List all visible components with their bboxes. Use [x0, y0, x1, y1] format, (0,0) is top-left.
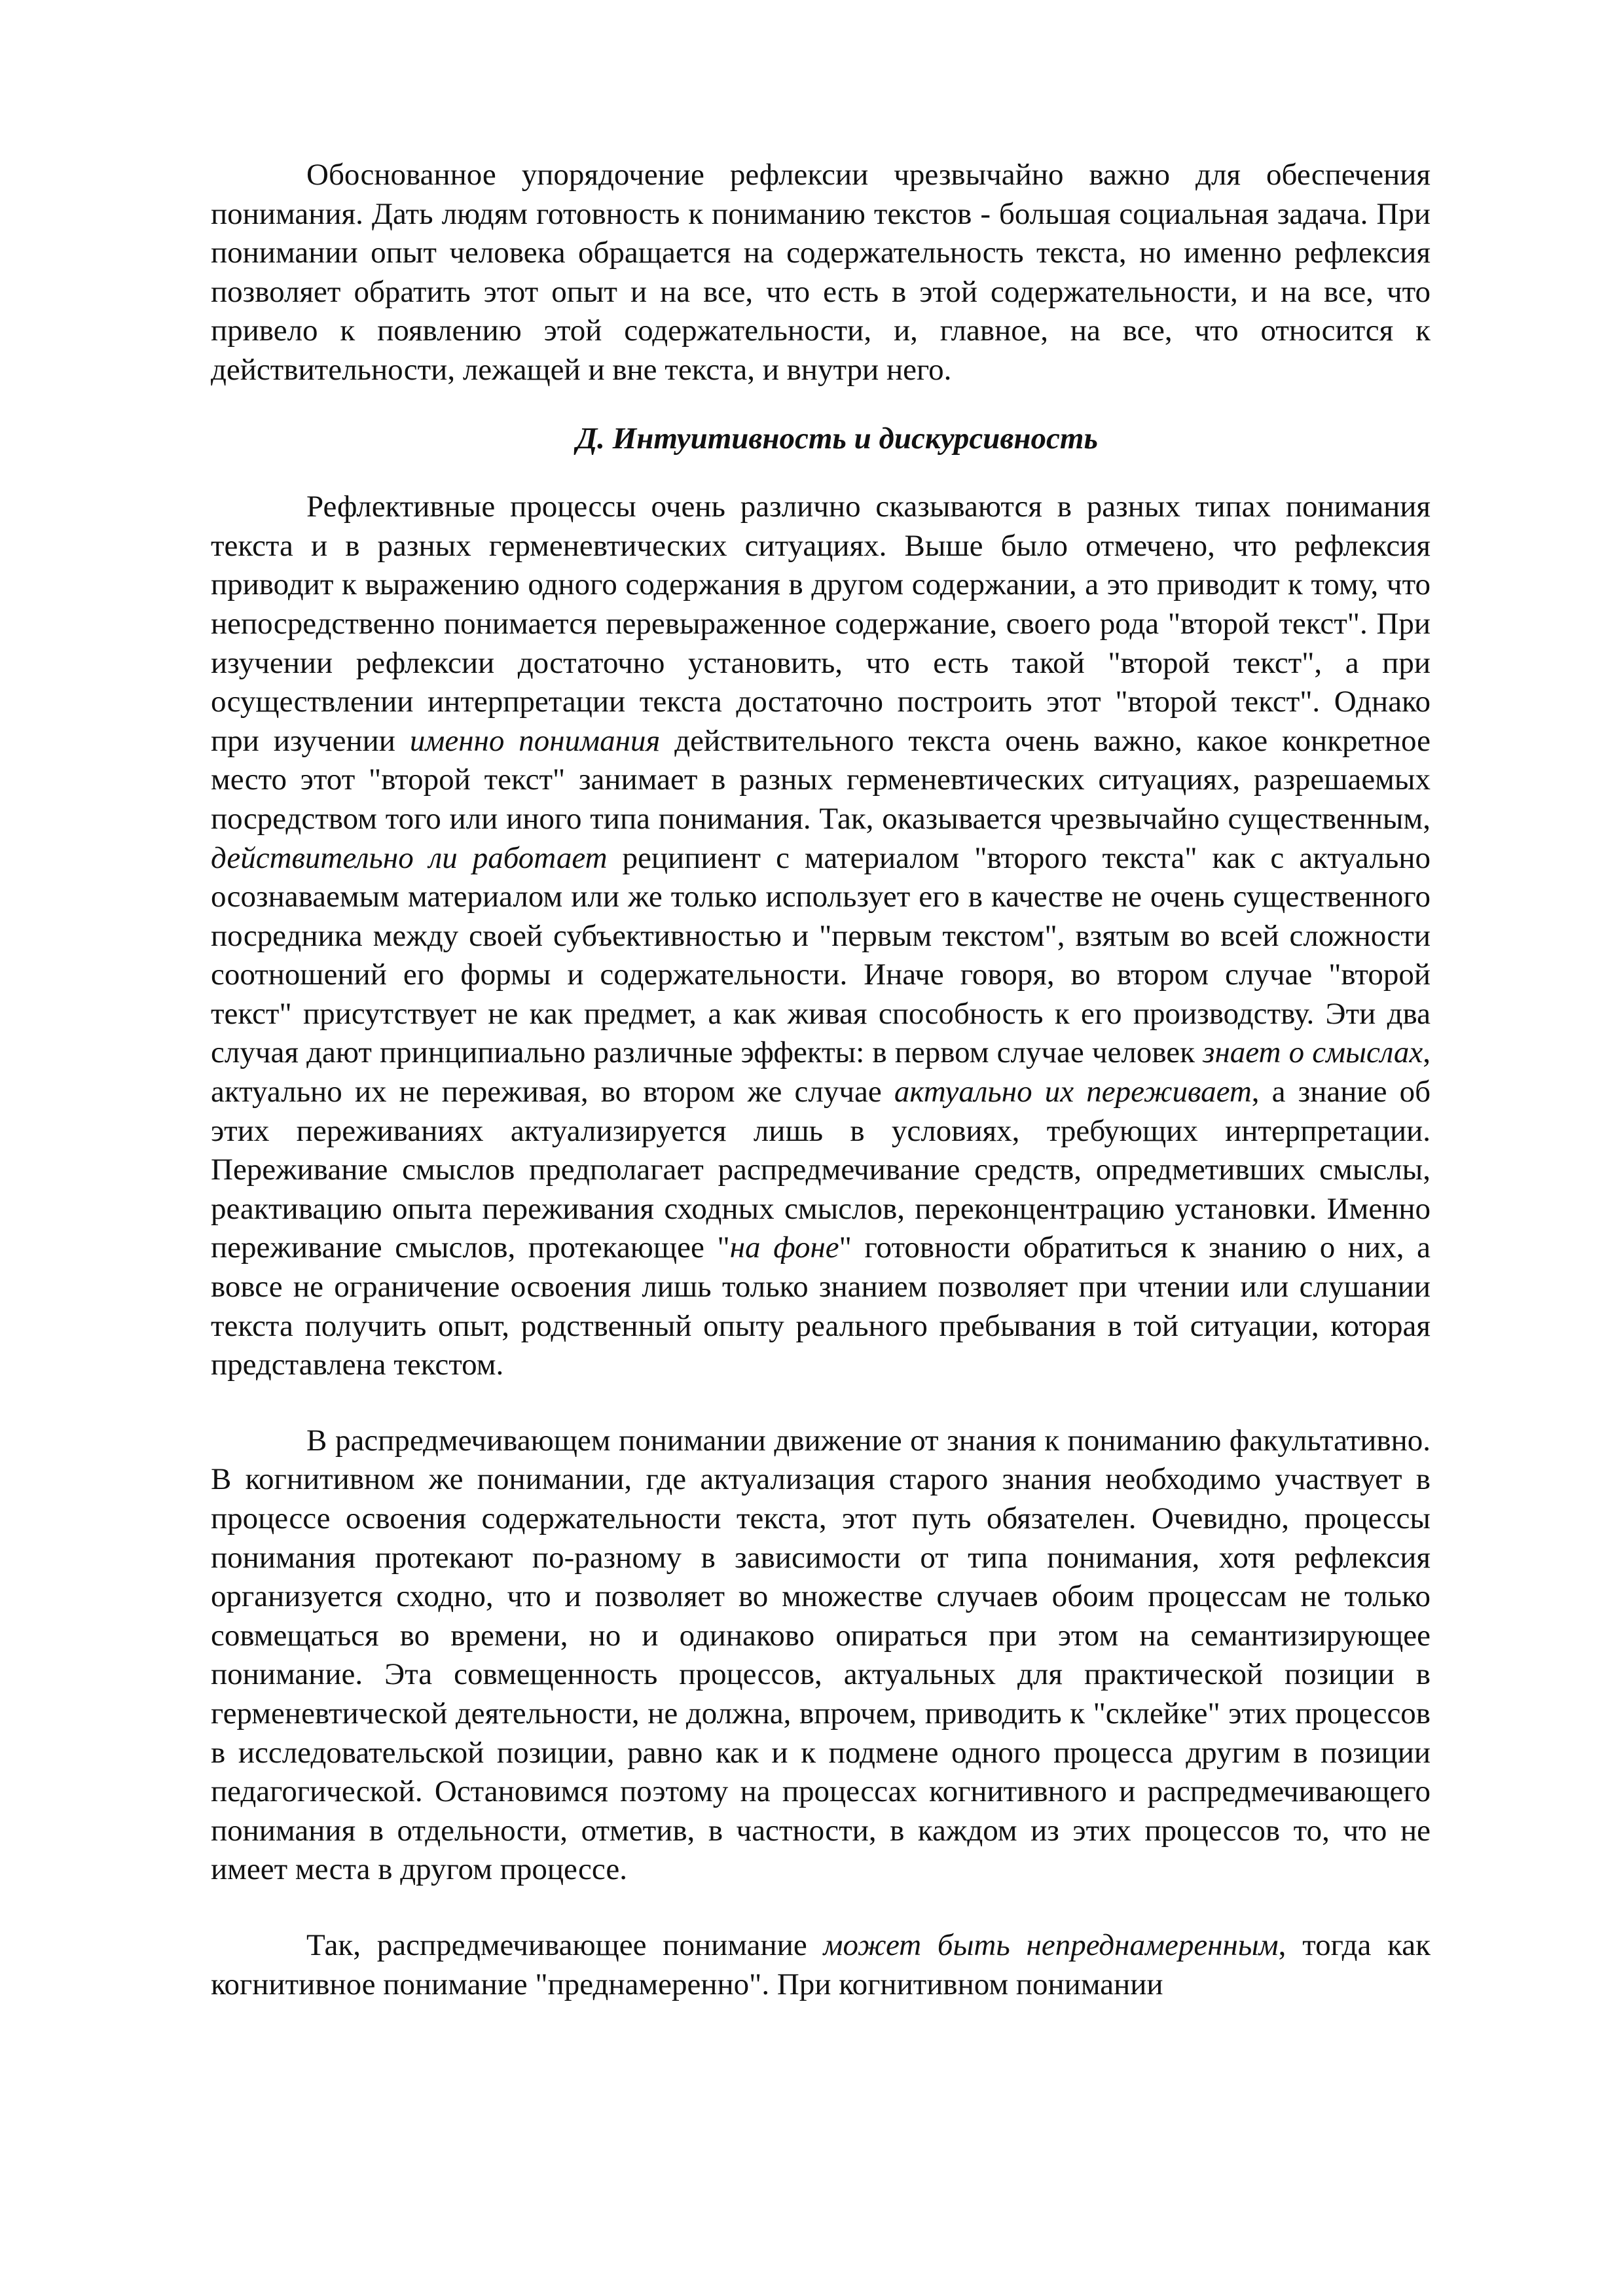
paragraph-3: В распредмечивающем понимании движение от знания к пониманию факультативно. В когнитивном же понимании, где актуализация старого знания необходимо участвует в процессе освоения содержательности текста, этот путь обязателен. Очевидно, процессы понимания протекают по-разному в зависимости от типа понимания, хотя рефлексия организуется сходно, что и позволяет во множестве случаев обоим процессам не только совмещаться во времени, но и одинаково опираться при этом на семантизирующее понимание. Эта совмещенность процессов, актуальных для практической позиции в герменевтической деятельности, не должна, впрочем, приводить к "склейке" этих процессов в исследовательской позиции, равно как и к подмене одного процесса другим в позиции педагогической. Остановимся поэтому на процессах когнитивного и распредмечивающего понимания в отдельности, отметив, в частности, в каждом из этих процессов то, что не имеет места в другом процессе.	[211, 1423, 1431, 1887]
emphasis-text: может быть непреднамеренным	[823, 1928, 1279, 1962]
emphasis-text: именно понимания	[409, 723, 661, 758]
paragraph-2	[211, 488, 1431, 1385]
emphasis-text: знает о смыслах	[1203, 1035, 1423, 1070]
paragraph-2-text: действительного текста очень важно, какое конкретное место этот "второй текст" занимает в разных герменевтических ситуациях, разрешаемых посредством того или иного типа понимания. Так, оказывается чрезвычайно существенным,	[211, 723, 1431, 836]
paragraph-1: Обоснованное упорядочение рефлексии чрезвычайно важно для обеспечения понимания. Дать людям готовность к пониманию текстов - большая социальная задача. При понимании опыт человека обращается на содержательность текста, но именно рефлексия позволяет обратить этот опыт и на все, что есть в этой содержательности, и на все, что привело к появлению этой содержательности, и, главное, на все, что относится к действительности, лежащей и вне текста, и внутри него.	[211, 158, 1431, 387]
emphasis-text: актуально их переживает	[894, 1075, 1252, 1109]
paragraph-4-text: Так, распредмечивающее понимание	[306, 1928, 824, 1962]
paragraph-2-text: , актуально их не переживая, во втором же случае	[211, 1035, 1431, 1109]
spacer	[211, 390, 1431, 420]
paragraph-2-text: , а знание об этих переживаниях актуализируется лишь в условиях, требующих интерпретации. Переживание смыслов предполагает распредмечивание средств, опредметивших смыслы, реактивацию опыта переживания сходных смыслов, переконцентрацию установки. Именно переживание смыслов, протекающее "	[211, 1075, 1431, 1265]
emphasis-text: действительно ли работает	[211, 840, 608, 875]
paragraph-4	[211, 1926, 1431, 2004]
paragraph-2-text: Рефлективные процессы очень различно сказываются в разных типах понимания текста и в разных герменевтических ситуациях. Выше было отмечено, что рефлексия приводит к выражению одного содержания в другом содержании, а это приводит к тому, что непосредственно понимается перевыраженное содержание, своего рода "второй текст". При изучении рефлексии достаточно установить, что есть такой "второй текст", а при осуществлении интерпретации текста достаточно построить этот "второй текст". Однако при изучении	[211, 490, 1431, 758]
paragraph-4-text: , тогда как когнитивное понимание "преднамеренно". При когнитивном понимании	[211, 1928, 1431, 2001]
spacer	[211, 1890, 1431, 1926]
emphasis-text: на фоне	[729, 1230, 839, 1265]
paragraph-2-text: " готовности обратиться к знанию о них, а вовсе не ограничение освоения лишь только знанием позволяет при чтении или слушании текста получить опыт, родственный опыту реального пребывания в той ситуации, которая представлена текстом.	[211, 1230, 1431, 1382]
paragraph-2-text: реципиент с материалом "второго текста" как с актуально осознаваемым материалом или же только использует его в качестве не очень существенного посредника между своей субъективностью и "первым текстом", взятым во всей сложности соотношений его формы и содержательности. Иначе говоря, во втором случае "второй текст" присутствует не как предмет, а как живая способность к его производству. Эти два случая дают принципиально различные эффекты: в первом случае человек	[211, 840, 1431, 1070]
document-page	[211, 156, 1431, 2004]
section-heading: Д. Интуитивность и дискурсивность	[576, 421, 1098, 456]
spacer	[211, 1385, 1431, 1422]
spacer	[211, 458, 1431, 488]
